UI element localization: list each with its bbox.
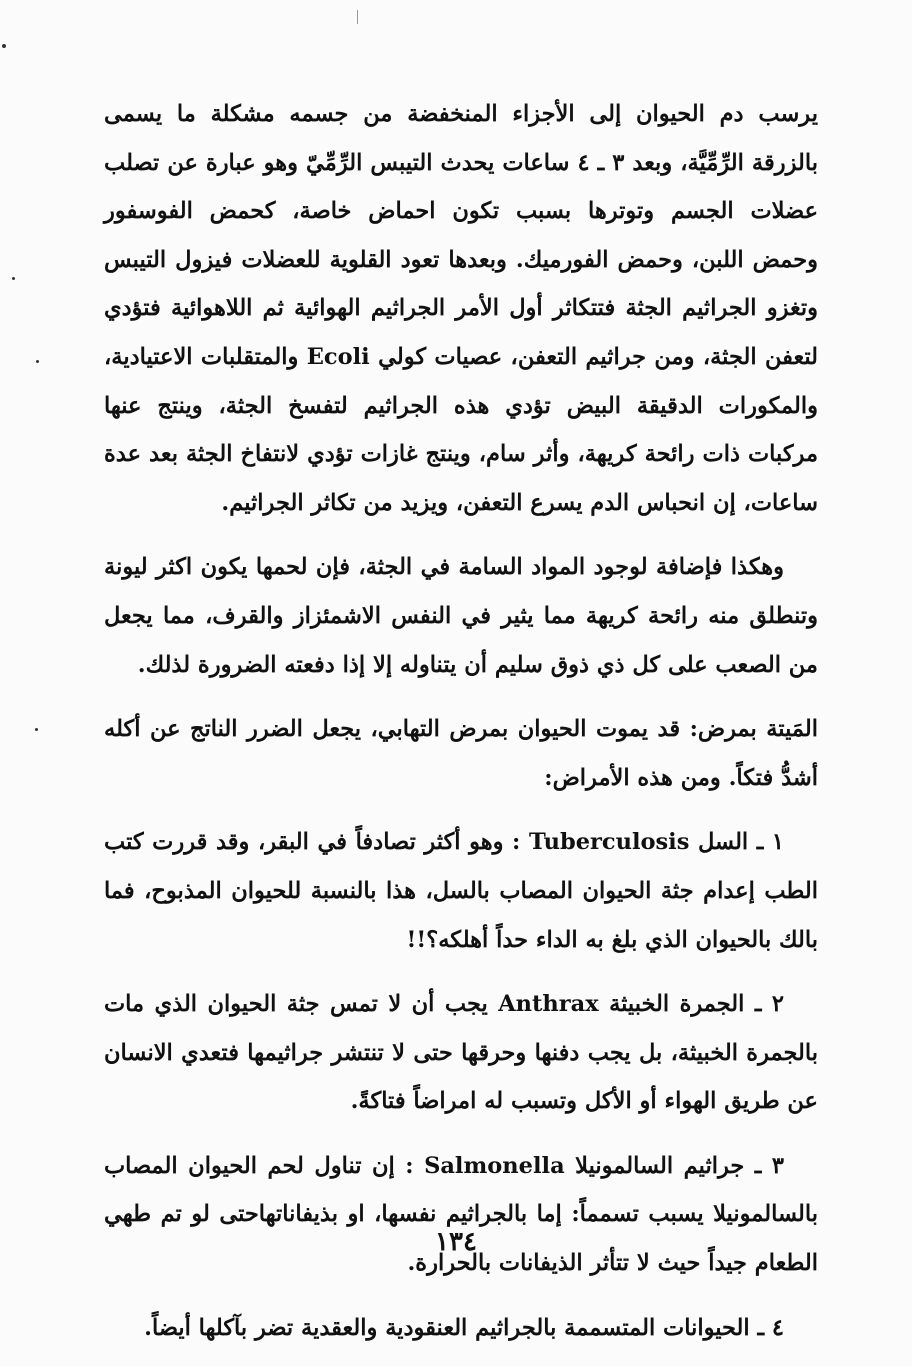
- scan-speck: [35, 728, 38, 731]
- page-number: ١٣٤: [435, 1227, 477, 1257]
- body-text: [104, 90, 818, 1368]
- scan-mark: [357, 10, 358, 24]
- list-item: ٤ ـ الحيوانات المتسممة بالجراثيم العنقودية والعقدية تضر بآكلها أيضاً.: [144, 1314, 784, 1341]
- list-item: ١ ـ السل Tuberculosis : وهو أكثر تصادفاً في البقر، وقد قررت كتب الطب إعدام جثة الحيوان المصاب بالسل، هذا بالنسبة للحيوان المذبوح، فما بالك بالحيوان الذي بلغ به الداء حداً أهلكه؟!!: [104, 829, 818, 953]
- list-item: ٣ ـ جراثيم السالمونيلا Salmonella : إن تناول لحم الحيوان المصاب بالسالمونيلا يسبب تسمماً: إما بالجراثيم نفسها، او بذيفاناتهاحتى لو تم طهي الطعام جيداً حيث لا تتأثر الذيفانات بالحرارة.: [104, 1152, 818, 1277]
- scan-speck: [36, 360, 39, 363]
- paragraph: وهكذا فإضافة لوجود المواد السامة في الجثة، فإن لحمها يكون اكثر ليونة وتنطلق منه رائحة كريهة مما يثير في النفس الاشمئزاز والقرف، مما يجعل من الصعب على كل ذي ذوق سليم أن يتناوله إلا إذا دفعته الضرورة لذلك.: [104, 554, 818, 678]
- scan-speck: [2, 44, 6, 48]
- scan-speck: [12, 277, 15, 280]
- list-item: ٢ ـ الجمرة الخبيثة Anthrax يجب أن لا تمس جثة الحيوان الذي مات بالجمرة الخبيثة، بل يجب دفنها وحرقها حتى لا تنتشر جراثيمها فتعدي الانسان عن طريق الهواء أو الأكل وتسبب له امراضاً فتاكةً.: [104, 991, 818, 1115]
- paragraph: يرسب دم الحيوان إلى الأجزاء المنخفضة من جسمه مشكلة ما يسمى بالزرقة الرِّمِّيَّة، وبعد ٣ ـ ٤ ساعات يحدث التيبس الرِّمِّيّ وهو عبارة عن تصلب عضلات الجسم وتوترها بسبب تكون احماض خاصة، كحمض الفوسفور وحمض اللبن، وحمض الفورميك. وبعدها تعود القلوية للعضلات فيزول التيبس وتغزو الجراثيم الجثة فتتكاثر أول الأمر الجراثيم الهوائية ثم اللاهوائية فتؤدي لتعفن الجثة، ومن جراثيم التعفن، عصيات كولي Ecoli والمتقلبات الاعتيادية، والمكورات الدقيقة البيض تؤدي هذه الجراثيم لتفسخ الجثة، وينتج عنها مركبات ذات رائحة كريهة، وأثر سام، وينتج غازات تؤدي لانتفاخ الجثة بعد عدة ساعات، إن انحباس الدم يسرع التعفن، ويزيد من تكاثر الجراثيم.: [104, 101, 818, 516]
- paragraph: المَيتة بمرض: قد يموت الحيوان بمرض التهابي، يجعل الضرر الناتج عن أكله أشدُّ فتكاً. ومن هذه الأمراض:: [104, 716, 818, 791]
